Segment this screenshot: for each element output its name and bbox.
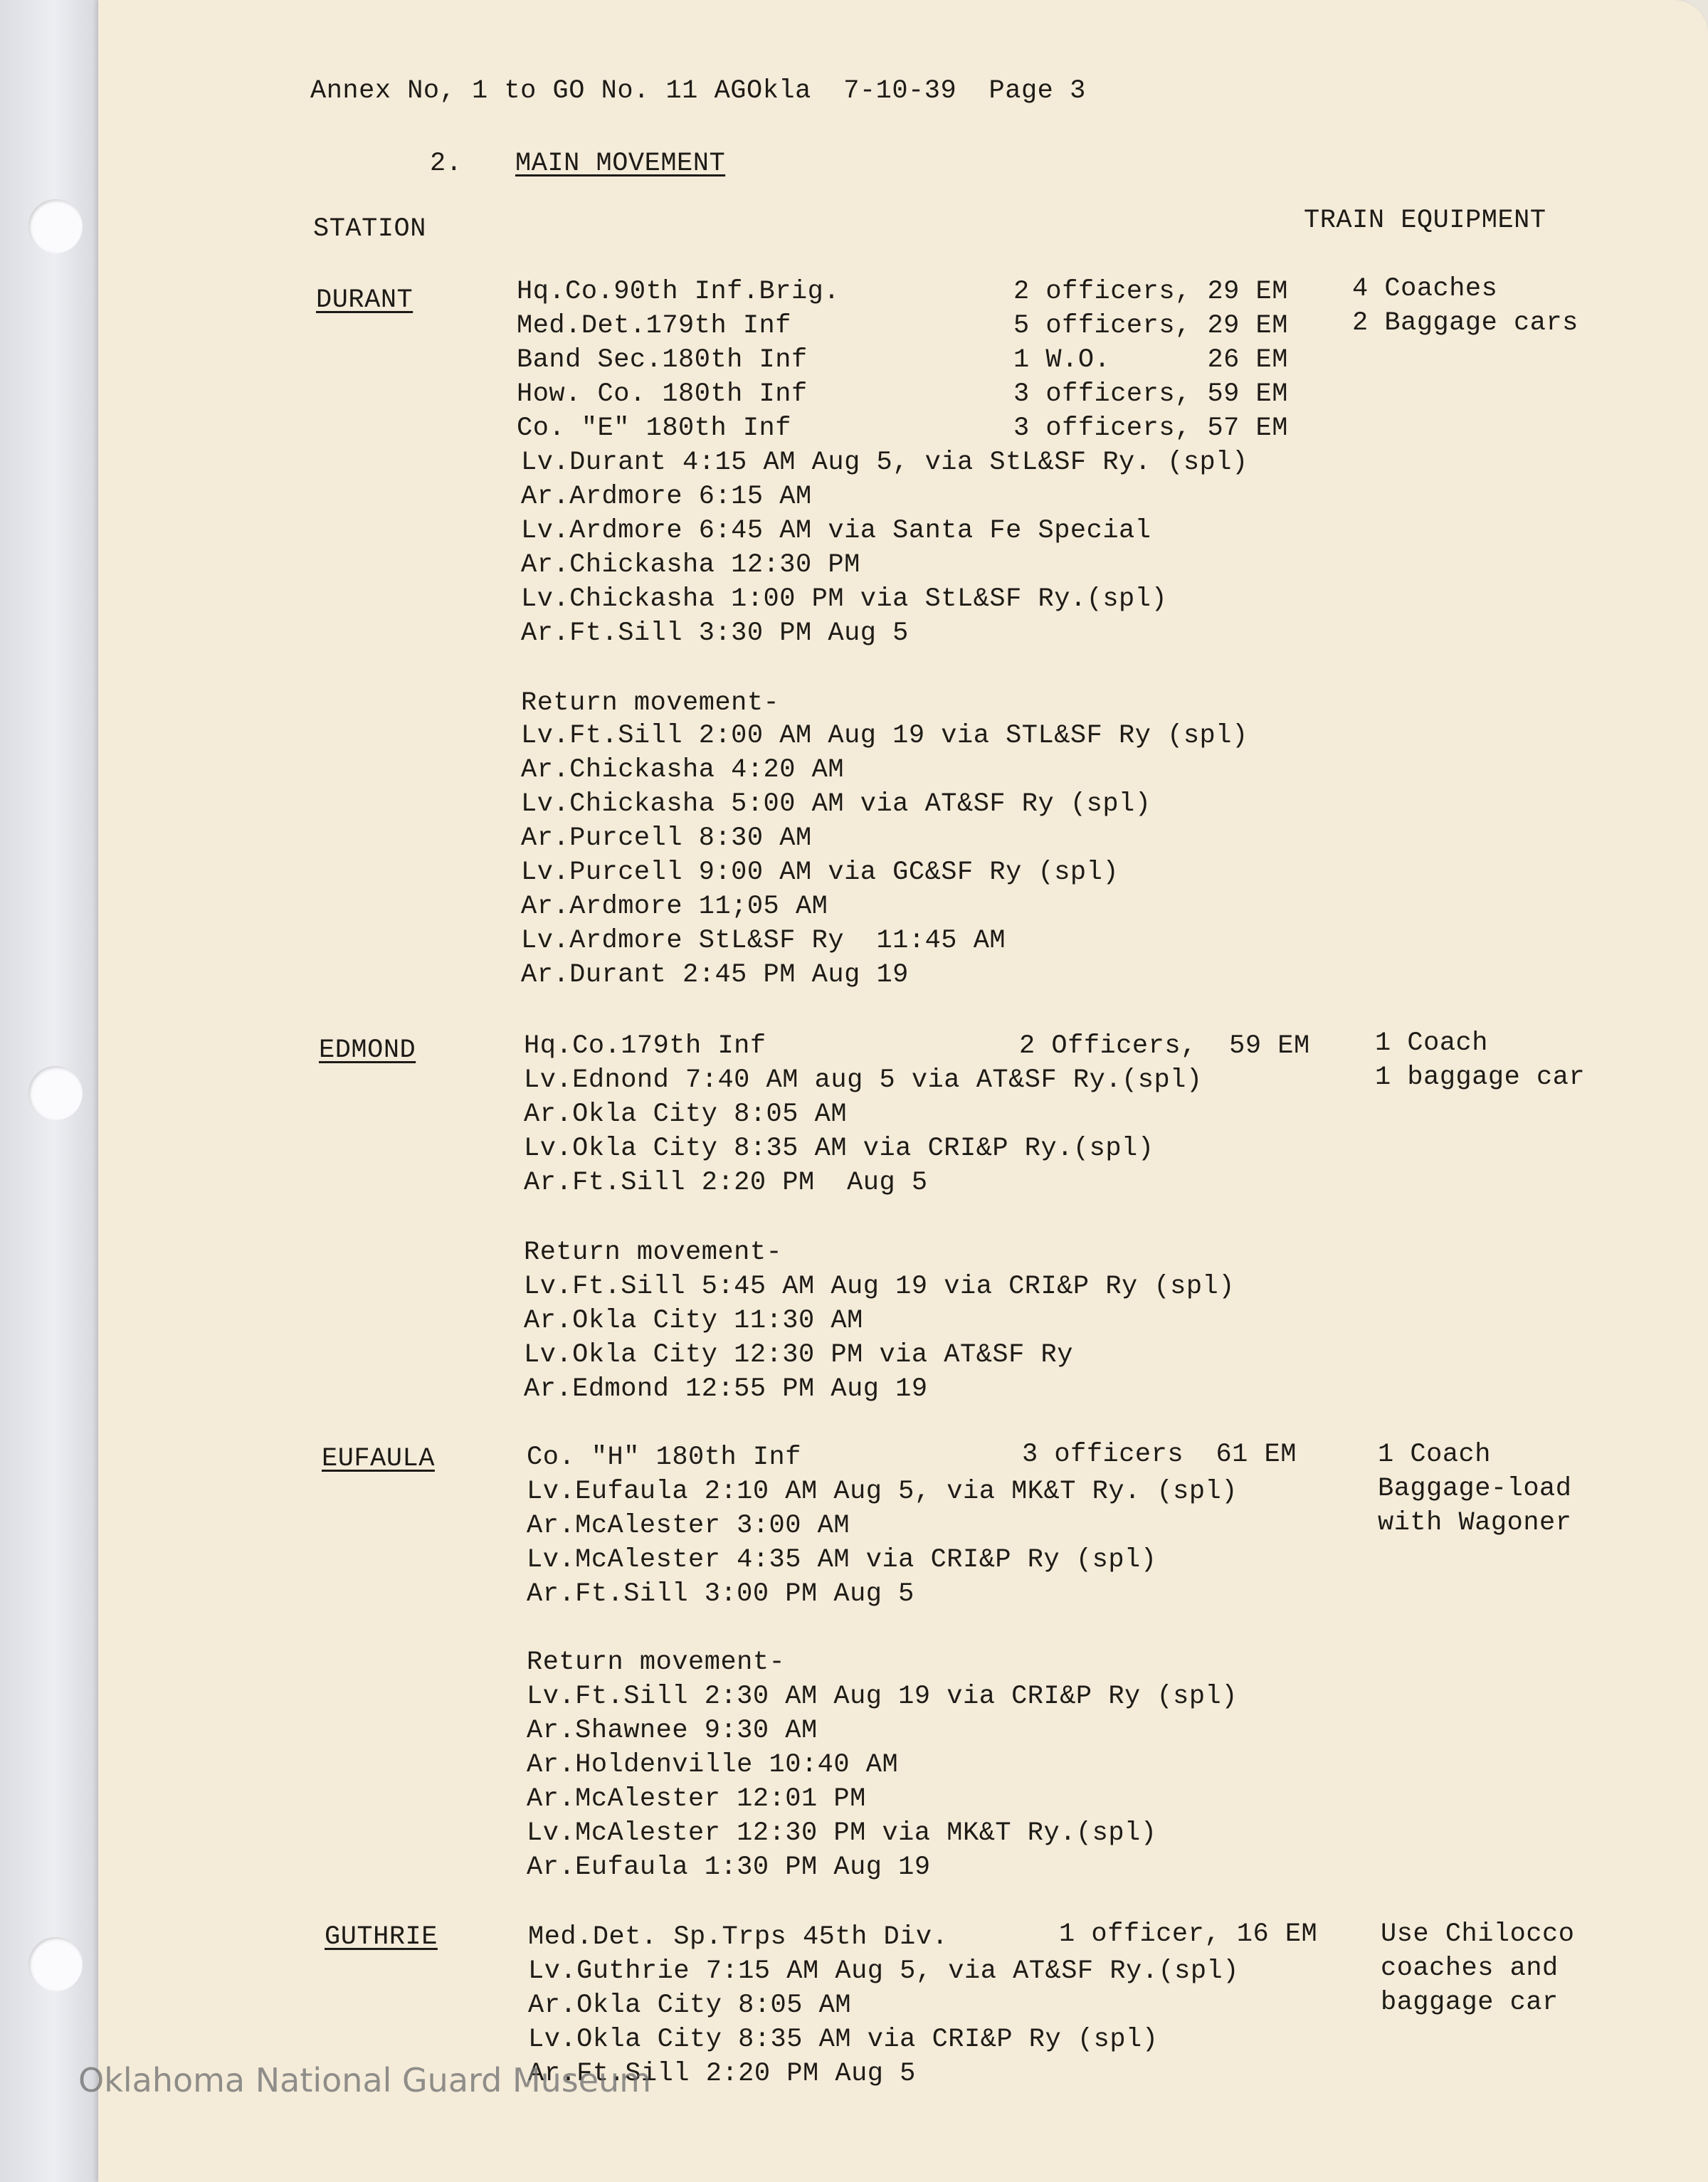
train-equipment: with Wagoner <box>1378 1508 1572 1538</box>
unit-count: 2 officers, 29 EM <box>1013 277 1288 307</box>
schedule-line: Lv.McAlester 12:30 PM via MK&T Ry.(spl) <box>527 1818 1157 1848</box>
schedule-line: Ar.Okla City 8:05 AM <box>528 1991 852 2020</box>
schedule-line: Ar.McAlester 3:00 AM <box>527 1511 850 1541</box>
train-equipment: coaches and <box>1381 1954 1559 1983</box>
unit-count: 2 Officers, 59 EM <box>1019 1031 1310 1061</box>
return-movement-label: Return movement- <box>524 1238 783 1267</box>
schedule-line: Ar.Ft.Sill 3:00 PM Aug 5 <box>527 1579 914 1609</box>
station-guthrie: GUTHRIE <box>325 1922 438 1952</box>
unit-count: 3 officers, 57 EM <box>1013 413 1288 443</box>
schedule-line: Lv.Durant 4:15 AM Aug 5, via StL&SF Ry. (spl) <box>521 448 1248 478</box>
unit-name: How. Co. 180th Inf <box>517 379 808 409</box>
train-equipment: Use Chilocco <box>1381 1919 1575 1949</box>
schedule-line: Lv.Ardmore 6:45 AM via Santa Fe Special <box>521 516 1151 546</box>
unit-count: 3 officers, 59 EM <box>1013 379 1288 409</box>
station-durant: DURANT <box>316 285 413 315</box>
schedule-line: Ar.Purcell 8:30 AM <box>521 823 812 853</box>
schedule-line: Ar.Chickasha 4:20 AM <box>521 755 845 785</box>
schedule-line: Ar.Durant 2:45 PM Aug 19 <box>521 960 909 990</box>
museum-watermark: Oklahoma National Guard Museum <box>78 2061 652 2099</box>
schedule-line: Lv.Purcell 9:00 AM via GC&SF Ry (spl) <box>521 858 1119 887</box>
schedule-line: Lv.Ft.Sill 2:00 AM Aug 19 via STL&SF Ry (spl) <box>521 721 1248 751</box>
schedule-line: Ar.McAlester 12:01 PM <box>527 1784 866 1814</box>
schedule-line: Ar.Okla City 8:05 AM <box>524 1100 848 1129</box>
train-equipment: 1 Coach <box>1378 1440 1491 1470</box>
schedule-line: Lv.Okla City 8:35 AM via CRI&P Ry.(spl) <box>524 1134 1154 1164</box>
page-header: Annex No, 1 to GO No. 11 AGOkla 7-10-39 Page 3 <box>310 76 1086 106</box>
unit-name: Med.Det.179th Inf <box>517 311 791 341</box>
column-header-station: STATION <box>313 214 426 244</box>
schedule-line: Lv.Ft.Sill 5:45 AM Aug 19 via CRI&P Ry (spl) <box>524 1272 1235 1302</box>
schedule-line: Lv.Okla City 12:30 PM via AT&SF Ry <box>524 1340 1073 1370</box>
schedule-line: Lv.Chickasha 1:00 PM via StL&SF Ry.(spl) <box>521 584 1168 614</box>
section-title: MAIN MOVEMENT <box>515 149 726 179</box>
binder-strip <box>0 0 98 2182</box>
unit-count: 3 officers 61 EM <box>1022 1440 1297 1470</box>
unit-name: Hq.Co.179th Inf <box>524 1031 766 1061</box>
train-equipment: 1 baggage car <box>1375 1063 1586 1092</box>
punch-hole <box>28 1066 83 1120</box>
schedule-line: Ar.Shawnee 9:30 AM <box>527 1716 818 1746</box>
schedule-line: Ar.Okla City 11:30 AM <box>524 1306 863 1336</box>
train-equipment: 2 Baggage cars <box>1352 308 1578 338</box>
schedule-line: Ar.Ft.Sill 2:20 PM Aug 5 <box>528 2059 916 2089</box>
punch-hole <box>28 199 83 253</box>
schedule-line: Ar.Ardmore 11;05 AM <box>521 892 828 922</box>
schedule-line: Lv.McAlester 4:35 AM via CRI&P Ry (spl) <box>527 1545 1157 1575</box>
schedule-line: Ar.Chickasha 12:30 PM <box>521 550 860 580</box>
punch-hole <box>28 1937 83 1991</box>
unit-count: 1 W.O. 26 EM <box>1013 345 1288 375</box>
schedule-line: Lv.Chickasha 5:00 AM via AT&SF Ry (spl) <box>521 789 1151 819</box>
unit-name: Med.Det. Sp.Trps 45th Div. <box>528 1922 949 1952</box>
unit-count: 5 officers, 29 EM <box>1013 311 1288 341</box>
schedule-line: Lv.Ft.Sill 2:30 AM Aug 19 via CRI&P Ry (spl) <box>527 1682 1238 1712</box>
unit-name: Band Sec.180th Inf <box>517 345 808 375</box>
unit-name: Co. "E" 180th Inf <box>517 413 791 443</box>
schedule-line: Lv.Okla City 8:35 AM via CRI&P Ry (spl) <box>528 2025 1159 2055</box>
train-equipment: 4 Coaches <box>1352 274 1498 304</box>
return-movement-label: Return movement- <box>521 688 780 718</box>
unit-name: Hq.Co.90th Inf.Brig. <box>517 277 840 307</box>
train-equipment: Baggage-load <box>1378 1474 1572 1504</box>
unit-count: 1 officer, 16 EM <box>1059 1919 1318 1949</box>
station-eufaula: EUFAULA <box>322 1444 435 1474</box>
schedule-line: Ar.Edmond 12:55 PM Aug 19 <box>524 1374 928 1404</box>
train-equipment: 1 Coach <box>1375 1028 1488 1058</box>
schedule-line: Ar.Holdenville 10:40 AM <box>527 1750 899 1780</box>
schedule-line: Lv.Eufaula 2:10 AM Aug 5, via MK&T Ry. (spl) <box>527 1477 1238 1507</box>
schedule-line: Ar.Ardmore 6:15 AM <box>521 482 812 512</box>
train-equipment: baggage car <box>1381 1988 1559 2018</box>
unit-name: Co. "H" 180th Inf <box>527 1443 801 1472</box>
schedule-line: Lv.Guthrie 7:15 AM Aug 5, via AT&SF Ry.(spl) <box>528 1956 1239 1986</box>
schedule-line: Ar.Eufaula 1:30 PM Aug 19 <box>527 1852 931 1882</box>
schedule-line: Lv.Ednond 7:40 AM aug 5 via AT&SF Ry.(spl) <box>524 1065 1203 1095</box>
column-header-equipment: TRAIN EQUIPMENT <box>1304 206 1546 236</box>
schedule-line: Ar.Ft.Sill 2:20 PM Aug 5 <box>524 1168 928 1198</box>
schedule-line: Lv.Ardmore StL&SF Ry 11:45 AM <box>521 926 1006 956</box>
section-number: 2. <box>430 149 463 179</box>
schedule-line: Ar.Ft.Sill 3:30 PM Aug 5 <box>521 618 909 648</box>
return-movement-label: Return movement- <box>527 1648 786 1677</box>
station-edmond: EDMOND <box>319 1035 416 1065</box>
